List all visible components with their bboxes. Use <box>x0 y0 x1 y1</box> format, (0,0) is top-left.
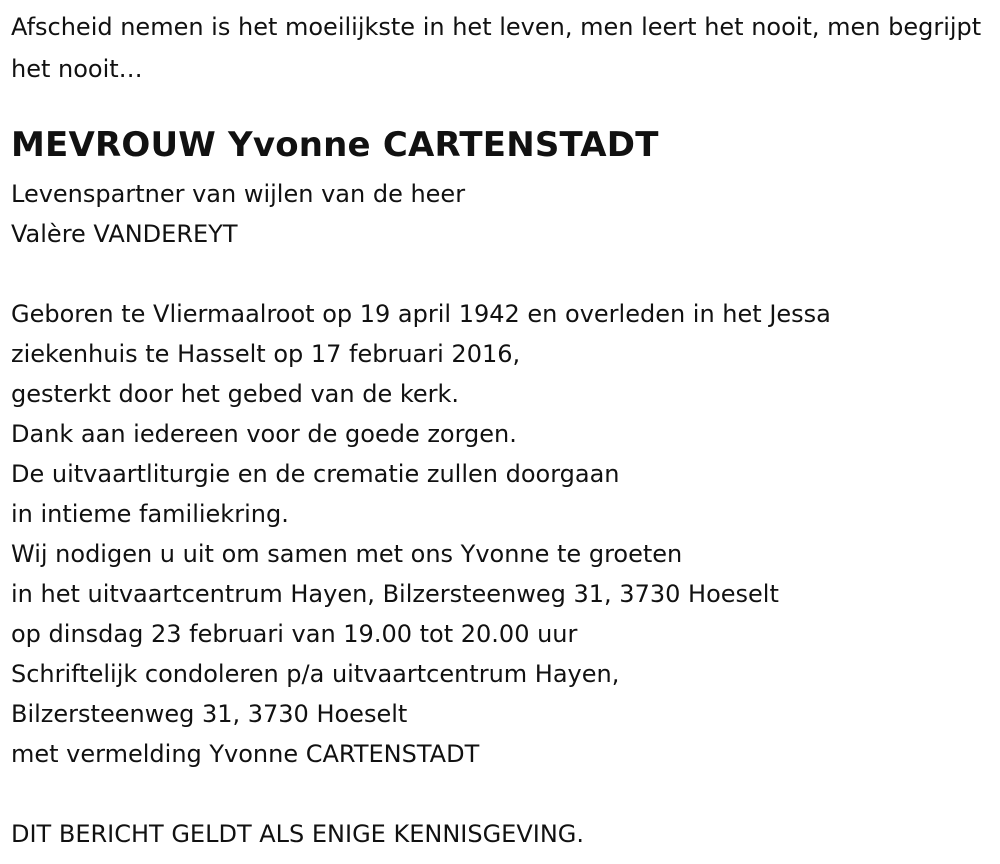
detail-line: Bilzersteenweg 31, 3730 Hoeselt <box>11 700 408 728</box>
detail-line: op dinsdag 23 februari van 19.00 tot 20.00 uur <box>11 620 578 648</box>
paragraph-gap <box>11 254 831 294</box>
detail-line: Wij nodigen u uit om samen met ons Yvonne te groeten <box>11 540 683 568</box>
closing-statement: DIT BERICHT GELDT ALS ENIGE KENNISGEVING. <box>11 820 585 848</box>
opening-quote: Afscheid nemen is het moeilijkste in het leven, men leert het nooit, men begrijpt het nooit… <box>11 13 982 83</box>
notice-body <box>11 174 831 774</box>
detail-line: Dank aan iedereen voor de goede zorgen. <box>11 420 517 448</box>
detail-line: gesterkt door het gebed van de kerk. <box>11 380 460 408</box>
partner-name-line: Valère VANDEREYT <box>11 220 238 248</box>
detail-line: ziekenhuis te Hasselt op 17 februari 2016, <box>11 340 521 368</box>
detail-line: in intieme familiekring. <box>11 500 289 528</box>
deceased-name-heading: MEVROUW Yvonne CARTENSTADT <box>11 125 659 165</box>
detail-line: in het uitvaartcentrum Hayen, Bilzersteenweg 31, 3730 Hoeselt <box>11 580 779 608</box>
detail-line: De uitvaartliturgie en de crematie zullen doorgaan <box>11 460 620 488</box>
detail-line: met vermelding Yvonne CARTENSTADT <box>11 740 480 768</box>
partner-line: Levenspartner van wijlen van de heer <box>11 180 466 208</box>
detail-line: Schriftelijk condoleren p/a uitvaartcentrum Hayen, <box>11 660 620 688</box>
detail-line: Geboren te Vliermaalroot op 19 april 1942 en overleden in het Jessa <box>11 300 831 328</box>
